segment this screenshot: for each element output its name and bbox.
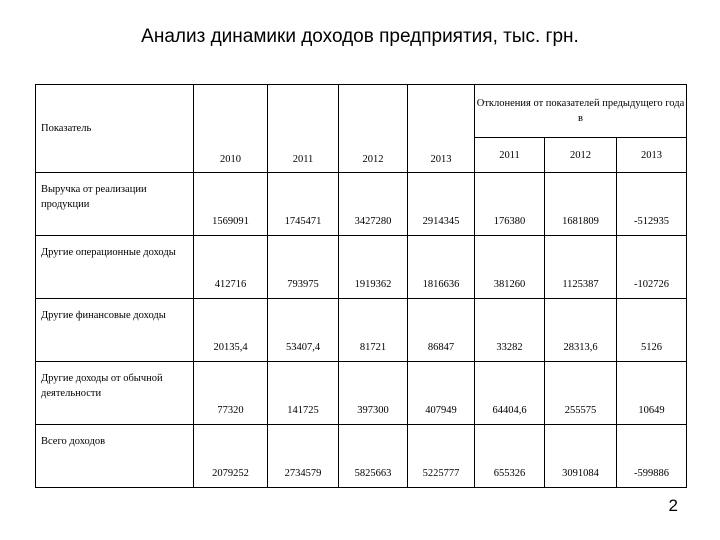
page-number: 2 bbox=[668, 496, 678, 515]
income-dynamics-table bbox=[35, 84, 687, 488]
year-header-2010: 2010 bbox=[194, 85, 268, 173]
table-row bbox=[36, 173, 687, 236]
table-cell: 412716 bbox=[194, 236, 268, 299]
year-header-2013: 2013 bbox=[408, 85, 475, 173]
table-cell: 81721 bbox=[339, 299, 408, 362]
table-cell: 1681809 bbox=[545, 173, 617, 236]
row-label: Другие финансовые доходы bbox=[36, 299, 194, 362]
row-label: Другие операционные доходы bbox=[36, 236, 194, 299]
row-label: Другие доходы от обычной деятельности bbox=[36, 362, 194, 425]
year-header-2012: 2012 bbox=[339, 85, 408, 173]
table-cell: 86847 bbox=[408, 299, 475, 362]
table-cell: -512935 bbox=[617, 173, 687, 236]
table-cell: 141725 bbox=[268, 362, 339, 425]
deviation-year-2013: 2013 bbox=[617, 138, 687, 173]
page-title: Анализ динамики доходов предприятия, тыс. грн. bbox=[141, 26, 579, 47]
table-cell: -599886 bbox=[617, 425, 687, 488]
table-cell: 53407,4 bbox=[268, 299, 339, 362]
table-cell: 64404,6 bbox=[475, 362, 545, 425]
indicator-header: Показатель bbox=[36, 85, 194, 173]
table-cell: 1125387 bbox=[545, 236, 617, 299]
table-row bbox=[36, 299, 687, 362]
table-cell: 397300 bbox=[339, 362, 408, 425]
table-cell: 10649 bbox=[617, 362, 687, 425]
table-row bbox=[36, 236, 687, 299]
deviation-year-2012: 2012 bbox=[545, 138, 617, 173]
table-cell: 1816636 bbox=[408, 236, 475, 299]
table-cell: 77320 bbox=[194, 362, 268, 425]
table-cell: 28313,6 bbox=[545, 299, 617, 362]
row-label: Выручка от реализации продукции bbox=[36, 173, 194, 236]
table-cell: 20135,4 bbox=[194, 299, 268, 362]
table-row-total bbox=[36, 425, 687, 488]
deviation-year-2011: 2011 bbox=[475, 138, 545, 173]
table-cell: 655326 bbox=[475, 425, 545, 488]
table-cell: 793975 bbox=[268, 236, 339, 299]
row-label: Всего доходов bbox=[36, 425, 194, 488]
table-row bbox=[36, 362, 687, 425]
table-cell: 407949 bbox=[408, 362, 475, 425]
header-row bbox=[36, 85, 687, 138]
table-cell: 176380 bbox=[475, 173, 545, 236]
table-cell: 3427280 bbox=[339, 173, 408, 236]
table-cell: 1569091 bbox=[194, 173, 268, 236]
table-cell: 2914345 bbox=[408, 173, 475, 236]
table-cell: 33282 bbox=[475, 299, 545, 362]
deviation-header: Отклонения от показателей предыдущего года в bbox=[475, 85, 687, 138]
table-cell: 1919362 bbox=[339, 236, 408, 299]
table-cell: 381260 bbox=[475, 236, 545, 299]
table-cell: 1745471 bbox=[268, 173, 339, 236]
table-cell: 255575 bbox=[545, 362, 617, 425]
table-cell: 2734579 bbox=[268, 425, 339, 488]
table-cell: 5825663 bbox=[339, 425, 408, 488]
table-cell: 5225777 bbox=[408, 425, 475, 488]
year-header-2011: 2011 bbox=[268, 85, 339, 173]
table-cell: 2079252 bbox=[194, 425, 268, 488]
table-cell: 5126 bbox=[617, 299, 687, 362]
table-cell: -102726 bbox=[617, 236, 687, 299]
table-cell: 3091084 bbox=[545, 425, 617, 488]
